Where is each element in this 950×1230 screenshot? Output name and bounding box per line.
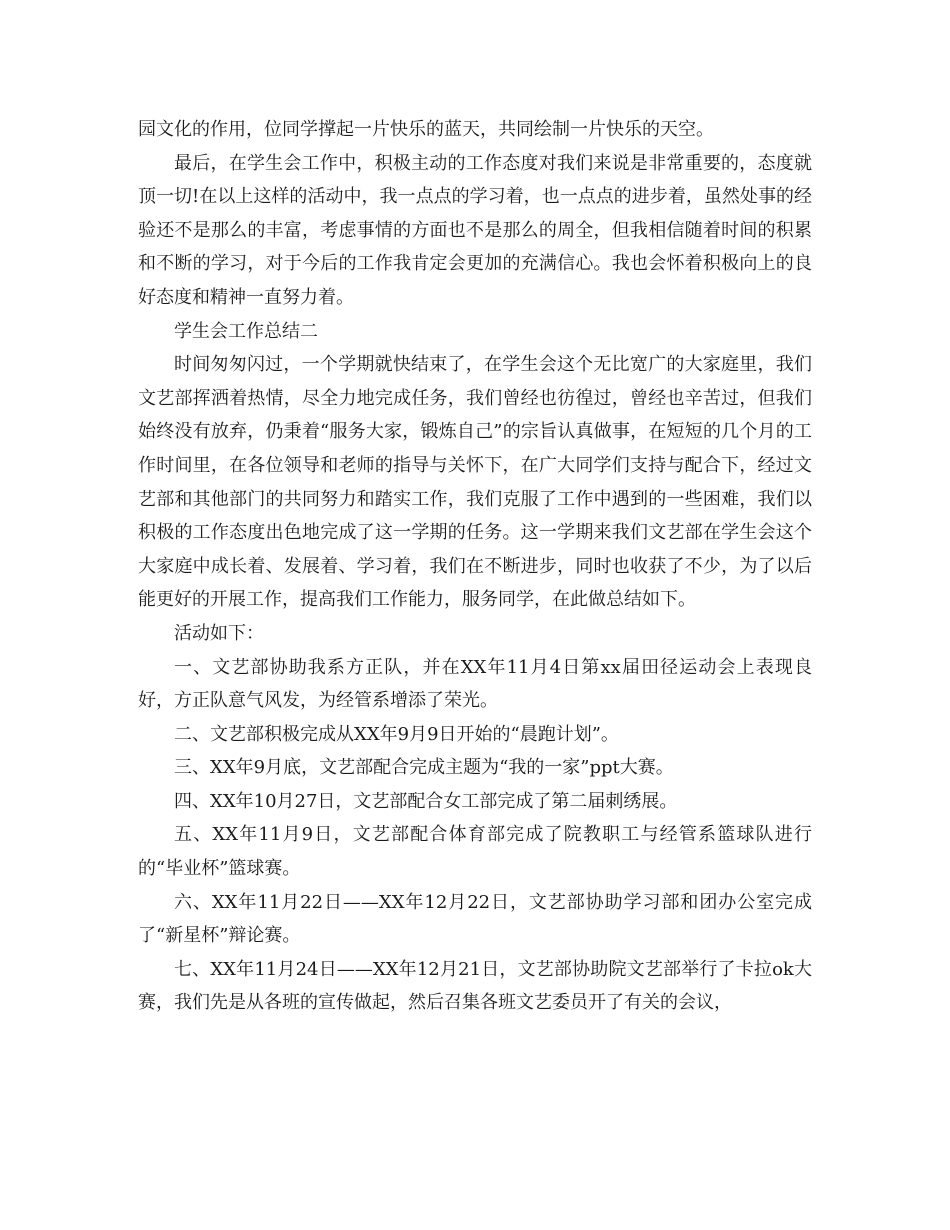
paragraph-1: 园文化的作用，位同学撑起一片快乐的蓝天，共同绘制一片快乐的天空。 [138,119,714,140]
activity-item-7: 七、XX年11月24日——XX年12月21日，文艺部协助院文艺部举行了卡拉ok大赛，我们先是从各班的宣传做起，然后召集各班文艺委员开了有关的会议， [138,958,812,1014]
activity-item-4: 四、XX年10月27日，文艺部配合女工部完成了第二届刺绣展。 [174,790,678,812]
activity-item-2: 二、文艺部积极完成从XX年9月9日开始的“晨跑计划”。 [174,723,619,745]
document-body [138,113,812,1020]
paragraph-2: 最后，在学生会工作中，积极主动的工作态度对我们来说是非常重要的，态度就顶一切!在以上这样的活动中，我一点点的学习着，也一点点的进步着，虽然处事的经验还不是那么的丰富，考虑事情的方面也不是那么的周全，但我相信随着时间的积累和不断的学习，对于今后的工作我肯定会更加的充满信心。我也会怀着积极向上的良好态度和精神一直努力着。 [138,152,812,308]
activity-item-5: 五、XX年11月9日，文艺部配合体育部完成了院教职工与经管系篮球队进行的“毕业杯”篮球赛。 [138,824,812,880]
activity-item-3: 三、XX年9月底，文艺部配合完成主题为“我的一家”ppt大赛。 [174,757,674,779]
activity-item-6: 六、XX年11月22日——XX年12月22日，文艺部协助学习部和团办公室完成了“新星杯”辩论赛。 [138,891,812,947]
section-heading: 学生会工作总结二 [174,320,318,342]
activities-heading: 活动如下： [174,622,264,644]
activity-item-1: 一、文艺部协助我系方正队，并在XX年11月4日第xx届田径运动会上表现良好，方正队意气风发，为经管系增添了荣光。 [138,656,812,712]
paragraph-4: 时间匆匆闪过，一个学期就快结束了，在学生会这个无比宽广的大家庭里，我们文艺部挥洒着热情，尽全力地完成任务，我们曾经也彷徨过，曾经也辛苦过，但我们始终没有放弃，仍秉着“服务大家，锻炼自己”的宗旨认真做事，在短短的几个月的工作时间里，在各位领导和老师的指导与关怀下，在广大同学们支持与配合下，经过文艺部和其他部门的共同努力和踏实工作，我们克服了工作中遇到的一些困难，我们以积极的工作态度出色地完成了这一学期的任务。这一学期来我们文艺部在学生会这个大家庭中成长着、发展着、学习着，我们在不断进步，同时也收获了不少，为了以后能更好的开展工作，提高我们工作能力，服务同学，在此做总结如下。 [138,354,812,611]
